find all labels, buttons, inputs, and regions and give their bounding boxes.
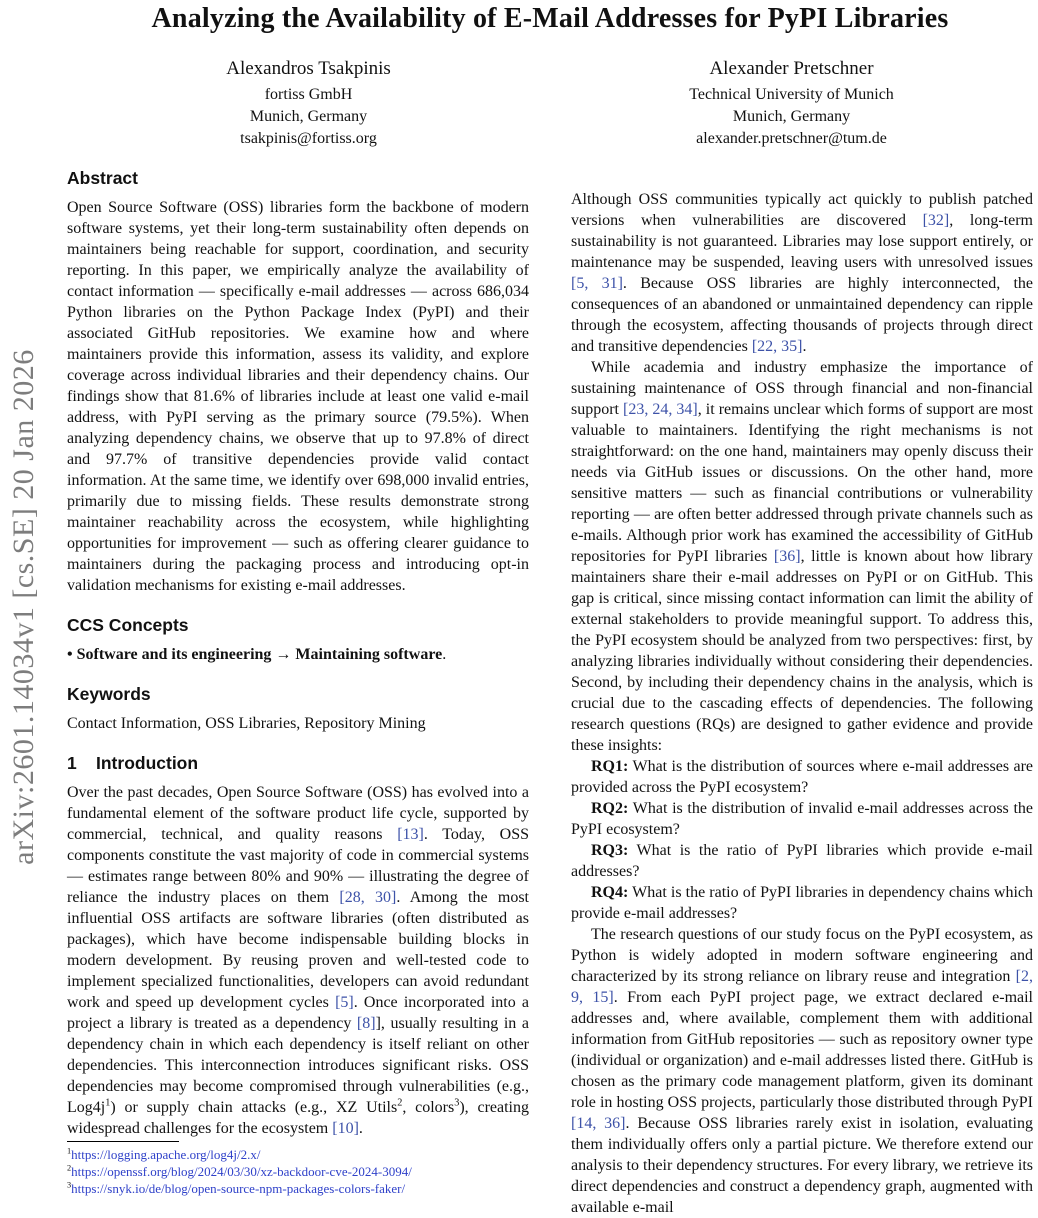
- text-segment: • Software and its engineering → Maintaining software: [67, 646, 443, 663]
- authors-block: [67, 57, 1033, 150]
- rq-item: [571, 840, 1033, 882]
- rq-text: What is the distribution of invalid e-mail addresses across the PyPI ecosystem?: [571, 800, 1034, 838]
- text-segment: While academia and industry emphasize the importance of sustaining maintenance of OSS through financial and non-financial support: [571, 359, 1033, 418]
- footnote-number: 2: [67, 1163, 72, 1173]
- ccs-heading: CCS Concepts: [67, 615, 189, 635]
- citation-link[interactable]: [14, 36]: [571, 1115, 626, 1132]
- ccs-text: [67, 644, 529, 665]
- text-segment: , it remains unclear which forms of support are most valuable to maintainers. Identifying the right mechanisms is not straightforward: on the one hand, maintainers may openly discuss their needs via GitHub issues or discussions. On the other hand, more sensitive matters — such as financial contributions or vulnerability reporting — are often better addressed through private channels such as e-mails. Although prior work has examined the accessibility of GitHub repositories for PyPI libraries: [571, 401, 1034, 565]
- text-segment: , long-term sustainability is not guaranteed. Libraries may lose support entirely, or maintenance may be suspended, leaving users with unresolved issues: [571, 212, 1033, 271]
- author-location: Munich, Germany: [732, 108, 851, 125]
- rq-label: RQ1:: [591, 758, 629, 775]
- abstract-text: Open Source Software (OSS) libraries form the backbone of modern software systems, yet their long-term sustainability often depends on maintainers being reachable for support, coordination, and security reporting. In this paper, we empirically analyze the availability of contact information — specifically e-mail addresses — across 686,034 Python libraries on the Python Package Index (PyPI) and their associated GitHub repositories. We examine how and where maintainers provide this information, assess its validity, and explore coverage across individual libraries and their dependency chains. Our findings show that 81.6% of libraries include at least one valid e-mail address, with PyPI serving as the primary source (79.5%). When analyzing dependency chains, we observe that up to 97.8% of direct and 97.7% of transitive dependencies provide valid contact information. At the same time, we identify over 698,000 invalid entries, primarily due to missing fields. These results demonstrate strong maintainer reachability across the ecosystem, while highlighting opportunities for improvement — such as offering clearer guidance to maintainers during the packaging process and introducing opt-in validation mechanisms for existing e-mail addresses.: [67, 199, 529, 594]
- footnote-number: 1: [67, 1146, 72, 1156]
- author-email: tsakpinis@fortiss.org: [240, 130, 377, 147]
- text-segment: . Because OSS libraries are highly interconnected, the consequences of an abandoned or unmaintained dependency can ripple through the ecosystem, affecting thousands of projects through direct and transitive dependencies: [571, 275, 1033, 355]
- footnote-marker[interactable]: 1: [105, 1097, 111, 1109]
- rq-item: [571, 882, 1033, 924]
- citation-link[interactable]: [10]: [332, 1120, 359, 1137]
- section-number: 1: [67, 753, 77, 773]
- footnote-link[interactable]: https://openssf.org/blog/2024/03/30/xz-backdoor-cve-2024-3094/: [71, 1164, 412, 1179]
- text-segment: . From each PyPI project page, we extract declared e-mail addresses and, where available, complement them with additional information from GitHub repositories — such as repository owner type (individual or organization) and e-mail addresses listed there. GitHub is chosen as the primary code management platform, given its dominant role in hosting OSS projects, particularly those distributed through PyPI: [571, 989, 1034, 1111]
- author-name: Alexander Pretschner: [709, 58, 874, 79]
- text-segment: ), creating widespread challenges for the ecosystem: [67, 1099, 529, 1137]
- author-name: Alexandros Tsakpinis: [226, 58, 391, 79]
- section-title: Introduction: [96, 753, 199, 773]
- text-segment: The research questions of our study focus on the PyPI ecosystem, as Python is widely adopted in modern software engineering and characterized by its strong reliance on library reuse and integration: [571, 926, 1033, 985]
- footnote-marker[interactable]: 2: [397, 1097, 403, 1109]
- citation-link[interactable]: [8]: [356, 1015, 376, 1032]
- footnotes-block: [67, 1141, 529, 1197]
- paper-title: Analyzing the Availability of E-Mail Addresses for PyPI Libraries: [151, 3, 949, 34]
- rq-label: RQ3:: [591, 842, 629, 859]
- body-paragraph: [571, 924, 1033, 1218]
- footnote-link[interactable]: https://snyk.io/de/blog/open-source-npm-packages-colors-faker/: [71, 1181, 406, 1196]
- footnote-item: [67, 1163, 529, 1180]
- text-segment: .: [802, 338, 807, 355]
- rq-text: What is the ratio of PyPI libraries which provide e-mail addresses?: [571, 842, 1033, 880]
- body-paragraph: [571, 189, 1033, 357]
- text-segment: . Because OSS libraries rarely exist in isolation, evaluating them individually offers only a partial picture. We therefore extend our analysis to their dependency structures. For every library, we retrieve its direct dependencies and construct a dependency graph, augmented with available e-mail: [571, 1115, 1034, 1216]
- author-card: [67, 57, 550, 150]
- footnote-number: 3: [67, 1180, 72, 1190]
- citation-link[interactable]: [36]: [773, 548, 801, 565]
- footnote-marker[interactable]: 3: [454, 1097, 460, 1109]
- citation-link[interactable]: [23, 24, 34]: [623, 401, 698, 418]
- right-column: [571, 168, 1033, 1218]
- citation-link[interactable]: [28, 30]: [339, 889, 397, 906]
- author-affiliation: fortiss GmbH: [264, 86, 353, 103]
- citation-link[interactable]: [22, 35]: [751, 338, 803, 355]
- text-segment: . Once incorporated into a project a library is treated as a dependency: [67, 994, 530, 1032]
- citation-link[interactable]: [13]: [397, 826, 424, 843]
- citation-link[interactable]: [5, 31]: [571, 275, 623, 292]
- author-location: Munich, Germany: [249, 108, 368, 125]
- footnote-rule: [67, 1141, 179, 1142]
- footnote-link[interactable]: https://logging.apache.org/log4j/2.x/: [71, 1147, 261, 1162]
- keywords-text: Contact Information, OSS Libraries, Repository Mining: [67, 715, 426, 732]
- rq-item: [571, 756, 1033, 798]
- author-affiliation: Technical University of Munich: [689, 86, 894, 103]
- author-email: alexander.pretschner@tum.de: [696, 130, 887, 147]
- text-segment: ], usually resulting in a dependency chain in which each dependency is itself reliant on other dependencies. This interconnection introduces significant risks. OSS dependencies may become compromised through vulnerabilities (e.g., Log4j: [67, 1015, 529, 1116]
- text-segment: Although OSS communities typically act quickly to publish patched versions when vulnerabilities are discovered: [571, 191, 1033, 229]
- text-segment: , colors: [402, 1099, 455, 1116]
- left-column: [67, 168, 529, 1218]
- two-column-body: [67, 168, 1033, 1218]
- text-segment: .: [358, 1120, 363, 1137]
- rq-text: What is the ratio of PyPI libraries in dependency chains which provide e-mail addresses?: [571, 884, 1033, 922]
- text-segment: Over the past decades, Open Source Software (OSS) has evolved into a fundamental element of the software product life cycle, supported by commercial, technical, and quality reasons: [67, 784, 529, 843]
- author-card: [550, 57, 1033, 150]
- body-paragraph: [571, 357, 1033, 756]
- text-segment: ) or supply chain attacks (e.g., XZ Utils: [110, 1099, 398, 1116]
- abstract-heading: Abstract: [67, 168, 138, 188]
- footnote-item: [67, 1146, 529, 1163]
- footnote-item: [67, 1180, 529, 1197]
- text-segment: . Among the most influential OSS artifacts are software libraries (often distributed as packages), which have become indispensable building blocks in modern development. By reusing proven and well-tested code to implement specialized functionalities, developers can avoid redundant work and speed up development cycles: [67, 889, 529, 1011]
- text-segment: . Today, OSS components constitute the vast majority of code in commercial systems — estimates range between 80% and 90% — illustrating the degree of reliance the industry places on them: [67, 826, 530, 906]
- rq-label: RQ2:: [591, 800, 629, 817]
- rq-label: RQ4:: [591, 884, 629, 901]
- text-segment: .: [442, 646, 447, 663]
- text-segment: , little is known about how library maintainers share their e-mail addresses on PyPI or on GitHub. This gap is critical, since missing contact information can limit the ability of external stakeholders to provide meaningful support. To address this, the PyPI ecosystem should be analyzed from two perspectives: first, by analyzing libraries individually without considering their dependencies. Second, by including their dependency chains in the analysis, which is crucial due to the cascading effects of dependencies. The following research questions (RQs) are designed to gather evidence and provide these insights:: [571, 548, 1033, 754]
- citation-link[interactable]: [32]: [922, 212, 950, 229]
- intro-paragraph: [67, 782, 529, 1139]
- rq-text: What is the distribution of sources where e-mail addresses are provided across the PyPI ecosystem?: [571, 758, 1033, 796]
- citation-link[interactable]: [2, 9, 15]: [571, 968, 1033, 1006]
- citation-link[interactable]: [5]: [335, 994, 354, 1011]
- rq-item: [571, 798, 1033, 840]
- introduction-heading: [67, 753, 529, 774]
- keywords-heading: Keywords: [67, 684, 151, 704]
- arxiv-stamp: arXiv:2601.14034v1 [cs.SE] 20 Jan 2026: [7, 349, 40, 865]
